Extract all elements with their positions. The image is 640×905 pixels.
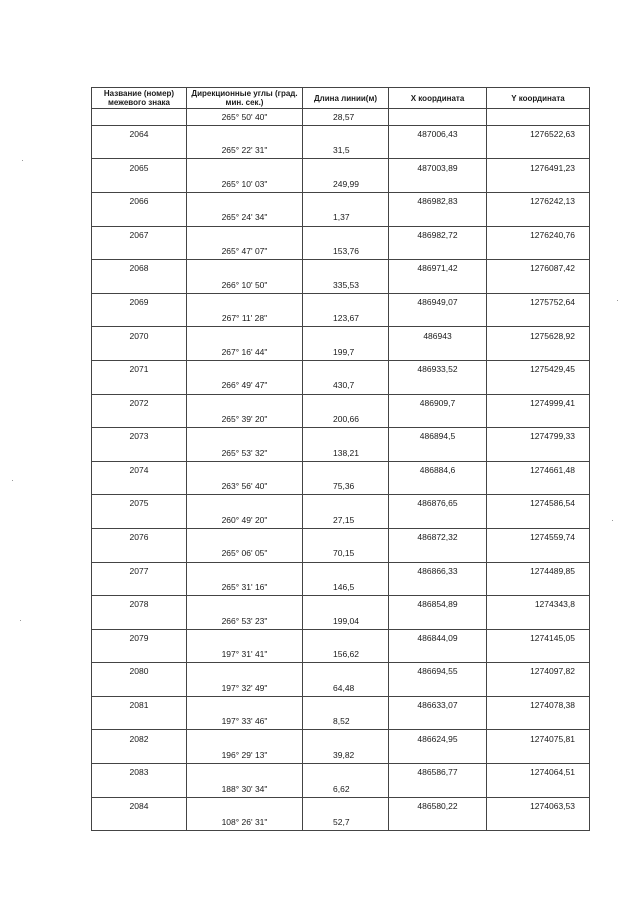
cell-length <box>303 764 389 781</box>
point-row <box>92 495 590 512</box>
cell-y <box>487 209 590 226</box>
cell-x: 486971,42 <box>389 260 487 277</box>
cell-length <box>303 428 389 445</box>
cell-length <box>303 696 389 713</box>
cell-name: 2082 <box>92 730 187 747</box>
cell-y: 1275429,45 <box>487 360 590 377</box>
cell-y <box>487 310 590 327</box>
cell-length: 153,76 <box>303 243 389 260</box>
cell-x <box>389 680 487 697</box>
cell-x: 486633,07 <box>389 696 487 713</box>
cell-name: 2073 <box>92 428 187 445</box>
cell-length <box>303 260 389 277</box>
cell-length: 52,7 <box>303 814 389 831</box>
cell-name <box>92 814 187 831</box>
cell-length <box>303 663 389 680</box>
cell-y <box>487 646 590 663</box>
cell-length <box>303 461 389 478</box>
cell-x <box>389 814 487 831</box>
cell-length: 1,37 <box>303 209 389 226</box>
cell-x: 486894,5 <box>389 428 487 445</box>
cell-length <box>303 192 389 209</box>
cell-name: 2074 <box>92 461 187 478</box>
table-body <box>92 109 590 831</box>
cell-length: 70,15 <box>303 545 389 562</box>
line-row <box>92 109 590 126</box>
cell-y: 1274343,8 <box>487 596 590 613</box>
cell-angle <box>187 797 303 814</box>
cell-length: 28,57 <box>303 109 389 126</box>
table-header <box>92 88 590 109</box>
line-row <box>92 344 590 361</box>
cell-angle: 197° 32' 49" <box>187 680 303 697</box>
cell-angle <box>187 764 303 781</box>
cell-y: 1274097,82 <box>487 663 590 680</box>
cell-angle: 265° 22' 31" <box>187 142 303 159</box>
cell-name: 2080 <box>92 663 187 680</box>
cell-angle <box>187 696 303 713</box>
line-row <box>92 243 590 260</box>
cell-y: 1276087,42 <box>487 260 590 277</box>
cell-y: 1274075,81 <box>487 730 590 747</box>
cell-x <box>389 579 487 596</box>
cell-name <box>92 142 187 159</box>
cell-x: 486982,83 <box>389 192 487 209</box>
header-angle: Дирекционные углы (град. мин. сек.) <box>187 88 303 109</box>
cell-y <box>487 680 590 697</box>
cell-x: 486884,6 <box>389 461 487 478</box>
cell-y: 1274586,54 <box>487 495 590 512</box>
cell-y <box>487 512 590 529</box>
header-length: Длина линии(м) <box>303 88 389 109</box>
cell-y <box>487 713 590 730</box>
cell-y <box>487 109 590 126</box>
cell-y: 1274063,53 <box>487 797 590 814</box>
point-row <box>92 293 590 310</box>
cell-x <box>389 276 487 293</box>
cell-y: 1276491,23 <box>487 159 590 176</box>
cell-x <box>389 612 487 629</box>
cell-name <box>92 411 187 428</box>
cell-length <box>303 495 389 512</box>
cell-name <box>92 209 187 226</box>
cell-angle <box>187 192 303 209</box>
cell-x: 486586,77 <box>389 764 487 781</box>
point-row <box>92 226 590 243</box>
cell-length <box>303 226 389 243</box>
cell-length: 138,21 <box>303 444 389 461</box>
cell-x: 486949,07 <box>389 293 487 310</box>
cell-angle <box>187 461 303 478</box>
cell-x <box>389 176 487 193</box>
cell-x <box>389 780 487 797</box>
point-row <box>92 596 590 613</box>
cell-x: 486933,52 <box>389 360 487 377</box>
line-row <box>92 814 590 831</box>
cell-angle <box>187 495 303 512</box>
point-row <box>92 192 590 209</box>
cell-y: 1276240,76 <box>487 226 590 243</box>
cell-name: 2077 <box>92 562 187 579</box>
cell-y <box>487 142 590 159</box>
point-row <box>92 461 590 478</box>
cell-name <box>92 545 187 562</box>
cell-y <box>487 276 590 293</box>
cell-name: 2075 <box>92 495 187 512</box>
cell-x: 487003,89 <box>389 159 487 176</box>
point-row <box>92 260 590 277</box>
line-row <box>92 545 590 562</box>
cell-angle <box>187 293 303 310</box>
cell-x <box>389 109 487 126</box>
cell-y <box>487 579 590 596</box>
cell-x <box>389 142 487 159</box>
cell-length <box>303 730 389 747</box>
cell-angle: 265° 50' 40" <box>187 109 303 126</box>
line-row <box>92 512 590 529</box>
cell-name <box>92 579 187 596</box>
cell-angle: 267° 16' 44" <box>187 344 303 361</box>
cell-y: 1274078,38 <box>487 696 590 713</box>
cell-length <box>303 360 389 377</box>
cell-x <box>389 512 487 529</box>
line-row <box>92 579 590 596</box>
cell-x: 486624,95 <box>389 730 487 747</box>
cell-x <box>389 747 487 764</box>
cell-name: 2067 <box>92 226 187 243</box>
cell-angle <box>187 226 303 243</box>
cell-x: 486844,09 <box>389 629 487 646</box>
cell-name <box>92 276 187 293</box>
line-row <box>92 310 590 327</box>
cell-angle: 265° 06' 05" <box>187 545 303 562</box>
cell-name <box>92 310 187 327</box>
cell-name <box>92 747 187 764</box>
cell-name <box>92 344 187 361</box>
point-row <box>92 428 590 445</box>
line-row <box>92 612 590 629</box>
cell-angle <box>187 159 303 176</box>
cell-length: 39,82 <box>303 747 389 764</box>
cell-name <box>92 109 187 126</box>
cell-name <box>92 780 187 797</box>
cell-angle: 267° 11' 28" <box>187 310 303 327</box>
point-row <box>92 159 590 176</box>
cell-angle: 265° 47' 07" <box>187 243 303 260</box>
cell-name: 2084 <box>92 797 187 814</box>
cell-y: 1274661,48 <box>487 461 590 478</box>
cell-length: 27,15 <box>303 512 389 529</box>
cell-y <box>487 444 590 461</box>
cell-y: 1274145,05 <box>487 629 590 646</box>
cell-name: 2065 <box>92 159 187 176</box>
cell-name <box>92 512 187 529</box>
cell-length: 199,7 <box>303 344 389 361</box>
cell-angle <box>187 260 303 277</box>
cell-y: 1275752,64 <box>487 293 590 310</box>
cell-x: 486854,89 <box>389 596 487 613</box>
cell-angle: 108° 26' 31" <box>187 814 303 831</box>
cell-angle <box>187 360 303 377</box>
cell-length <box>303 159 389 176</box>
cell-y: 1276242,13 <box>487 192 590 209</box>
point-row <box>92 629 590 646</box>
cell-y <box>487 780 590 797</box>
cell-length <box>303 629 389 646</box>
cell-x <box>389 377 487 394</box>
cell-x: 486982,72 <box>389 226 487 243</box>
cell-x: 486866,33 <box>389 562 487 579</box>
point-row <box>92 696 590 713</box>
cell-x <box>389 646 487 663</box>
cell-y <box>487 243 590 260</box>
cell-x <box>389 478 487 495</box>
cell-y <box>487 478 590 495</box>
cell-y: 1275628,92 <box>487 327 590 344</box>
cell-length: 123,67 <box>303 310 389 327</box>
cell-name: 2072 <box>92 394 187 411</box>
point-row <box>92 764 590 781</box>
cell-y <box>487 344 590 361</box>
cell-x: 486872,32 <box>389 528 487 545</box>
cell-angle: 188° 30' 34" <box>187 780 303 797</box>
cell-length: 8,52 <box>303 713 389 730</box>
cell-name: 2083 <box>92 764 187 781</box>
cell-name: 2079 <box>92 629 187 646</box>
cell-angle: 196° 29' 13" <box>187 747 303 764</box>
cell-length: 75,36 <box>303 478 389 495</box>
cell-angle <box>187 663 303 680</box>
line-row <box>92 680 590 697</box>
cell-angle: 265° 53' 32" <box>187 444 303 461</box>
cell-x <box>389 243 487 260</box>
line-row <box>92 646 590 663</box>
point-row <box>92 663 590 680</box>
point-row <box>92 327 590 344</box>
cell-angle: 265° 39' 20" <box>187 411 303 428</box>
cell-x: 486876,65 <box>389 495 487 512</box>
cell-y <box>487 545 590 562</box>
cell-name: 2069 <box>92 293 187 310</box>
cell-y <box>487 747 590 764</box>
cell-x <box>389 209 487 226</box>
cell-length <box>303 596 389 613</box>
line-row <box>92 780 590 797</box>
cell-x: 486694,55 <box>389 663 487 680</box>
cell-length <box>303 797 389 814</box>
line-row <box>92 747 590 764</box>
line-row <box>92 478 590 495</box>
cell-y <box>487 814 590 831</box>
cell-name <box>92 176 187 193</box>
cell-angle <box>187 730 303 747</box>
cell-name <box>92 377 187 394</box>
cell-x: 486943 <box>389 327 487 344</box>
line-row <box>92 713 590 730</box>
point-row <box>92 797 590 814</box>
cell-x <box>389 444 487 461</box>
cell-length <box>303 125 389 142</box>
cell-name: 2078 <box>92 596 187 613</box>
header-name: Название (номер) межевого знака <box>92 88 187 109</box>
line-row <box>92 209 590 226</box>
cell-length: 249,99 <box>303 176 389 193</box>
cell-angle: 266° 49' 47" <box>187 377 303 394</box>
cell-x: 486580,22 <box>389 797 487 814</box>
cell-length: 199,04 <box>303 612 389 629</box>
cell-name: 2070 <box>92 327 187 344</box>
line-row <box>92 276 590 293</box>
line-row <box>92 176 590 193</box>
cell-length: 6,62 <box>303 780 389 797</box>
point-row <box>92 394 590 411</box>
cell-y <box>487 612 590 629</box>
cell-length <box>303 528 389 545</box>
cell-name <box>92 646 187 663</box>
cell-angle <box>187 528 303 545</box>
cell-y <box>487 377 590 394</box>
cell-angle <box>187 562 303 579</box>
cell-name <box>92 243 187 260</box>
cell-y: 1274799,33 <box>487 428 590 445</box>
cell-y <box>487 176 590 193</box>
coordinates-table <box>91 87 590 831</box>
header-y: Y координата <box>487 88 590 109</box>
cell-angle: 260° 49' 20" <box>187 512 303 529</box>
cell-x <box>389 344 487 361</box>
cell-length <box>303 293 389 310</box>
cell-angle: 265° 10' 03" <box>187 176 303 193</box>
cell-x <box>389 545 487 562</box>
cell-angle: 197° 31' 41" <box>187 646 303 663</box>
cell-length: 335,53 <box>303 276 389 293</box>
cell-y: 1274999,41 <box>487 394 590 411</box>
cell-length: 200,66 <box>303 411 389 428</box>
cell-y: 1274559,74 <box>487 528 590 545</box>
header-x: Х координата <box>389 88 487 109</box>
cell-length <box>303 327 389 344</box>
cell-name: 2066 <box>92 192 187 209</box>
cell-angle <box>187 394 303 411</box>
cell-y: 1274064,51 <box>487 764 590 781</box>
cell-x: 486909,7 <box>389 394 487 411</box>
cell-length <box>303 394 389 411</box>
cell-length: 430,7 <box>303 377 389 394</box>
cell-angle <box>187 125 303 142</box>
line-row <box>92 444 590 461</box>
cell-x <box>389 310 487 327</box>
cell-angle: 266° 10' 50" <box>187 276 303 293</box>
cell-y: 1276522,63 <box>487 125 590 142</box>
cell-angle: 265° 24' 34" <box>187 209 303 226</box>
cell-angle: 263° 56' 40" <box>187 478 303 495</box>
point-row <box>92 528 590 545</box>
cell-length: 156,62 <box>303 646 389 663</box>
cell-name <box>92 612 187 629</box>
cell-angle: 197° 33' 46" <box>187 713 303 730</box>
cell-x <box>389 713 487 730</box>
cell-angle <box>187 428 303 445</box>
cell-length: 146,5 <box>303 579 389 596</box>
cell-y: 1274489,85 <box>487 562 590 579</box>
cell-angle <box>187 327 303 344</box>
cell-name: 2081 <box>92 696 187 713</box>
cell-name: 2068 <box>92 260 187 277</box>
cell-angle <box>187 629 303 646</box>
cell-angle: 265° 31' 16" <box>187 579 303 596</box>
line-row <box>92 411 590 428</box>
cell-length: 31,5 <box>303 142 389 159</box>
point-row <box>92 360 590 377</box>
line-row <box>92 377 590 394</box>
point-row <box>92 125 590 142</box>
cell-angle <box>187 596 303 613</box>
cell-y <box>487 411 590 428</box>
cell-length <box>303 562 389 579</box>
cell-name <box>92 713 187 730</box>
cell-name <box>92 680 187 697</box>
cell-x: 487006,43 <box>389 125 487 142</box>
point-row <box>92 730 590 747</box>
cell-name <box>92 444 187 461</box>
cell-x <box>389 411 487 428</box>
point-row <box>92 562 590 579</box>
cell-angle: 266° 53' 23" <box>187 612 303 629</box>
cell-name: 2071 <box>92 360 187 377</box>
cell-length: 64,48 <box>303 680 389 697</box>
cell-name: 2076 <box>92 528 187 545</box>
cell-name <box>92 478 187 495</box>
cell-name: 2064 <box>92 125 187 142</box>
line-row <box>92 142 590 159</box>
